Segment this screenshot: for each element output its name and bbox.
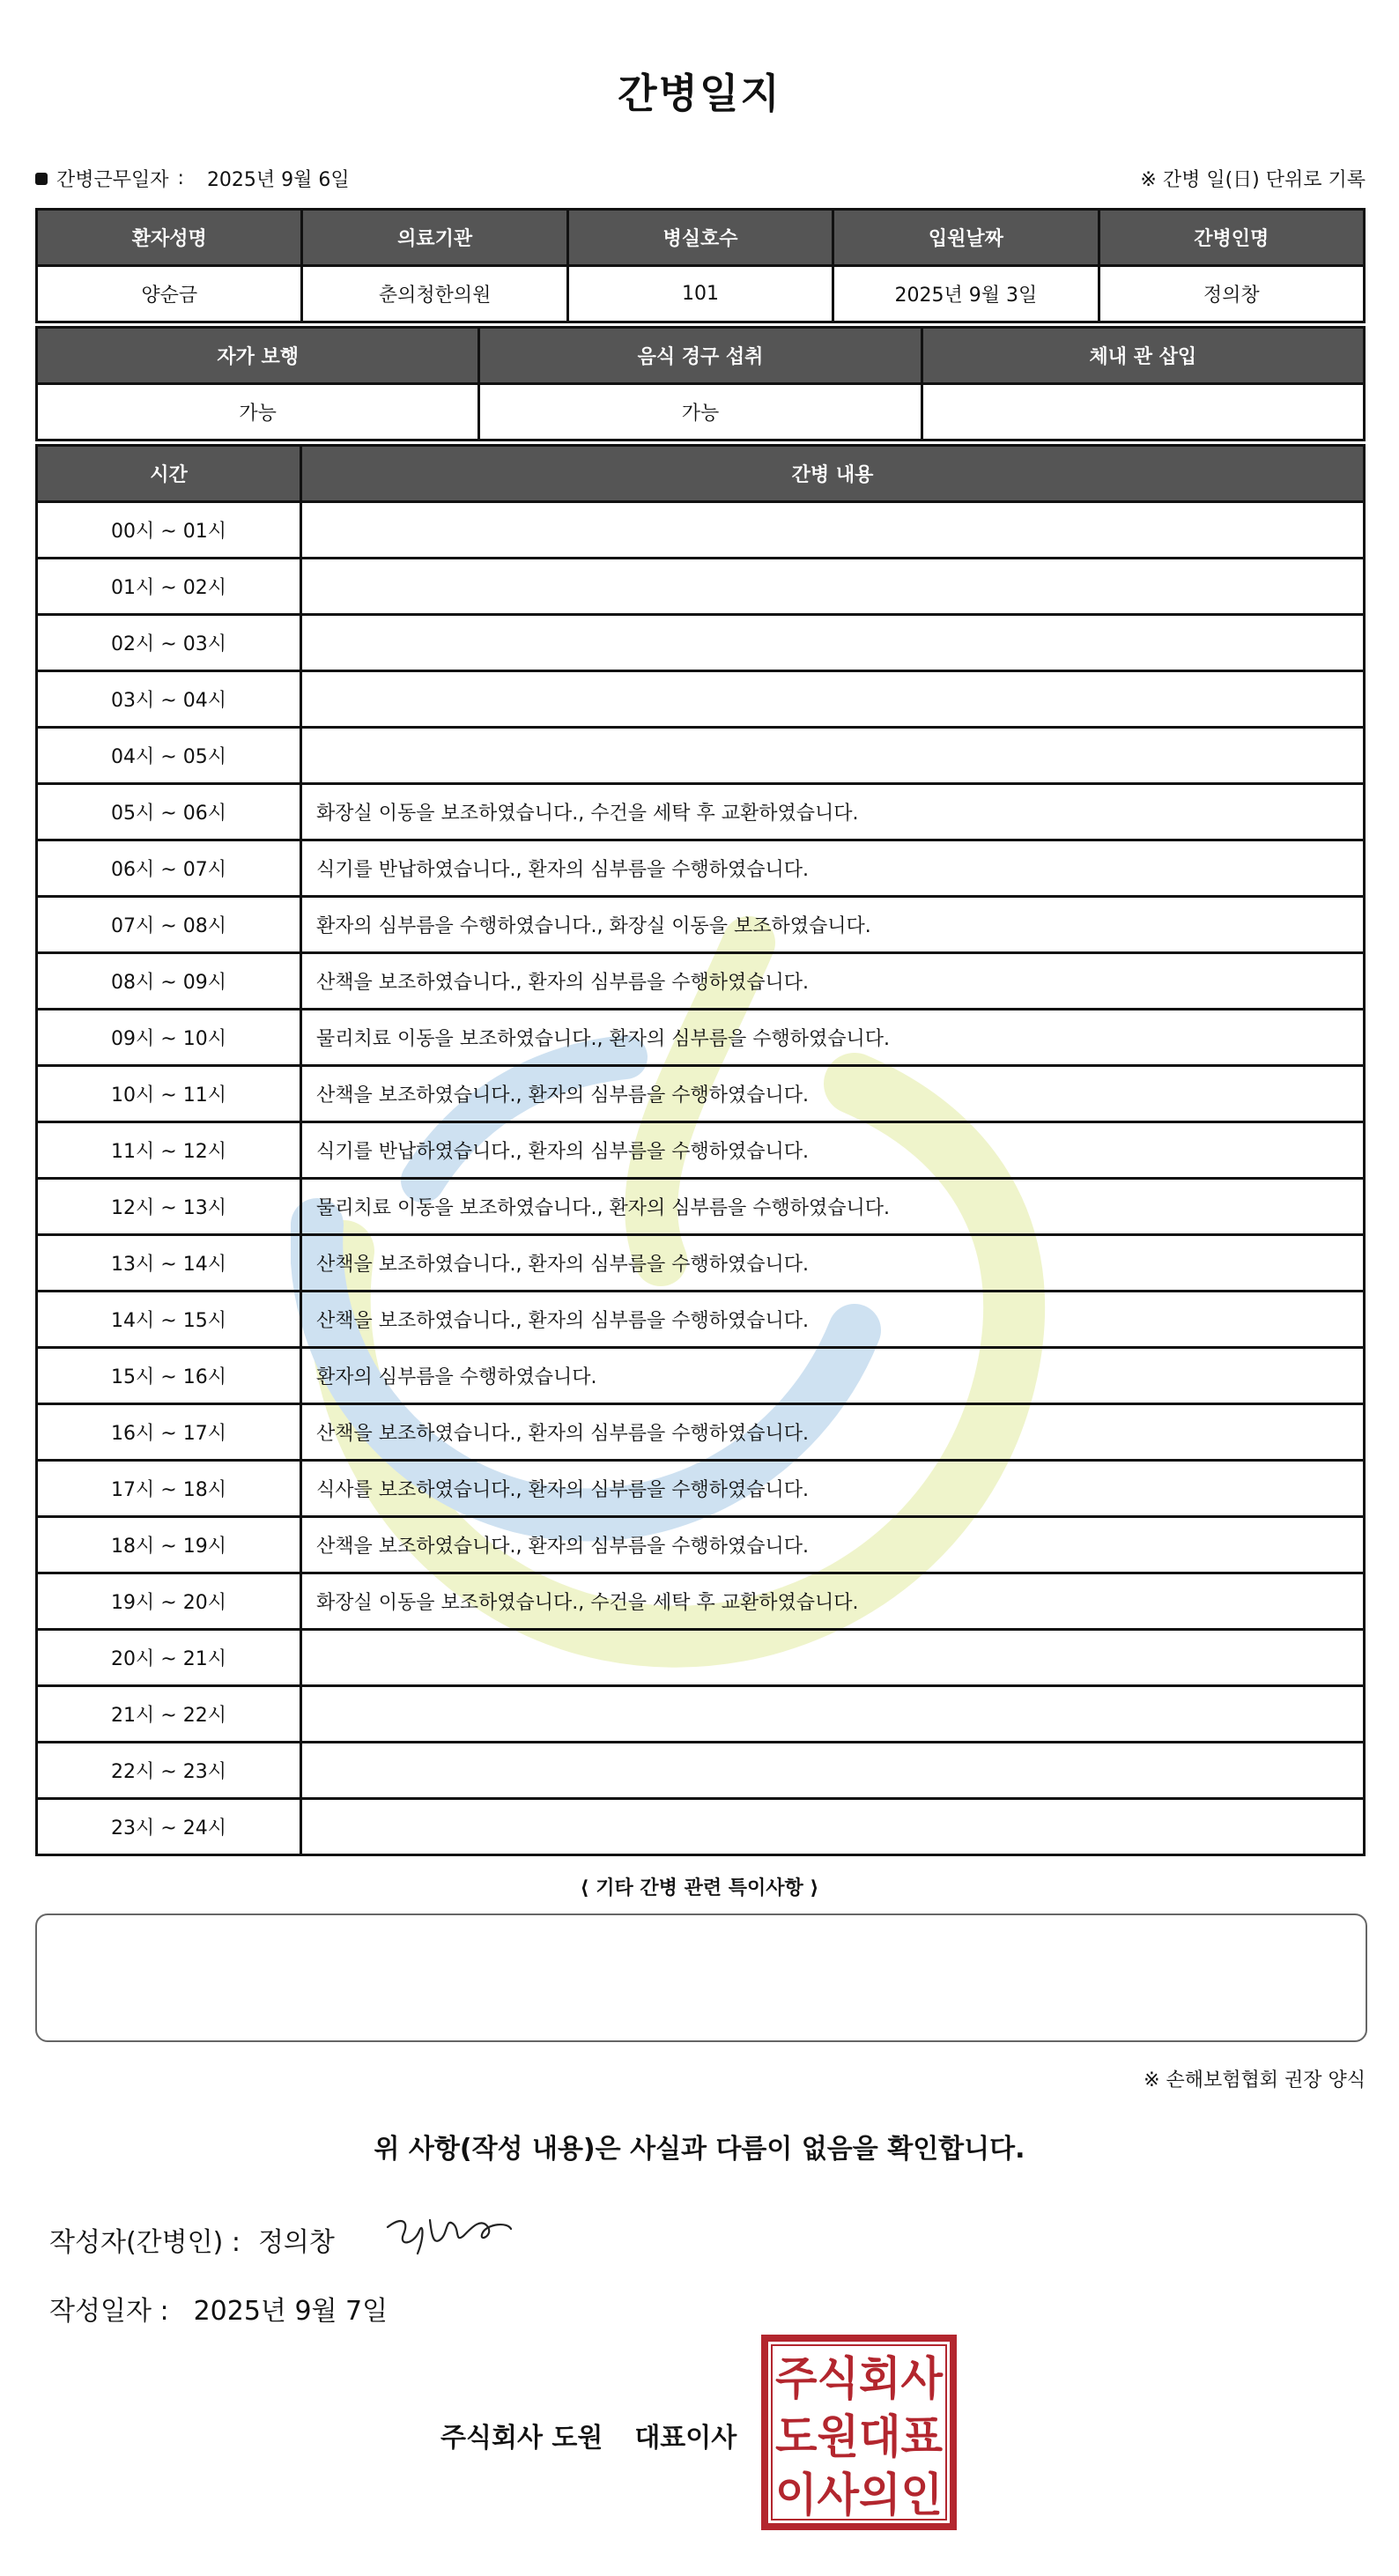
square-bullet-icon <box>35 173 48 185</box>
care-log-time: 01시 ~ 02시 <box>37 559 301 615</box>
work-date-separator: : <box>177 167 184 189</box>
care-log-time: 16시 ~ 17시 <box>37 1404 301 1461</box>
care-log-table <box>35 444 1366 1856</box>
oral-intake-value: 가능 <box>479 384 922 440</box>
care-log-content: 물리치료 이동을 보조하였습니다., 환자의 심부름을 수행하였습니다. <box>301 1179 1365 1235</box>
care-log-time: 17시 ~ 18시 <box>37 1461 301 1517</box>
header-room-number: 병실호수 <box>567 210 833 266</box>
writer-row <box>49 2220 335 2259</box>
care-log-time: 13시 ~ 14시 <box>37 1235 301 1292</box>
patient-name: 양순금 <box>37 266 302 322</box>
header-patient-name: 환자성명 <box>37 210 302 266</box>
care-log-row <box>37 784 1365 840</box>
seal-text-line: 도원대표 <box>775 2411 943 2464</box>
care-log-content: 화장실 이동을 보조하였습니다., 수건을 세탁 후 교환하였습니다. <box>301 784 1365 840</box>
care-log-row <box>37 897 1365 953</box>
care-log-time: 14시 ~ 15시 <box>37 1292 301 1348</box>
header-self-walking: 자가 보행 <box>37 328 479 384</box>
care-log-time: 03시 ~ 04시 <box>37 671 301 728</box>
company-name: 주식회사 도원 <box>440 2423 603 2454</box>
care-log-row <box>37 840 1365 897</box>
header-caregiver-name: 간병인명 <box>1099 210 1364 266</box>
care-log-content: 환자의 심부름을 수행하였습니다., 화장실 이동을 보조하였습니다. <box>301 897 1365 953</box>
care-log-time: 12시 ~ 13시 <box>37 1179 301 1235</box>
care-log-content: 물리치료 이동을 보조하였습니다., 환자의 심부름을 수행하였습니다. <box>301 1010 1365 1066</box>
patient-info-header-row <box>37 210 1365 266</box>
work-date-row <box>35 165 350 192</box>
care-log-content: 산책을 보조하였습니다., 환자의 심부름을 수행하였습니다. <box>301 1404 1365 1461</box>
care-log-content: 식기를 반납하였습니다., 환자의 심부름을 수행하였습니다. <box>301 1122 1365 1179</box>
care-log-row <box>37 1010 1365 1066</box>
care-log-row <box>37 1292 1365 1348</box>
care-log-row <box>37 1517 1365 1573</box>
care-log-time: 15시 ~ 16시 <box>37 1348 301 1404</box>
patient-info-table <box>35 208 1366 323</box>
care-log-time: 07시 ~ 08시 <box>37 897 301 953</box>
company-row <box>440 2416 737 2454</box>
care-log-row <box>37 615 1365 671</box>
care-log-row <box>37 1686 1365 1743</box>
care-log-content <box>301 671 1365 728</box>
caregiver-name: 정의창 <box>1099 266 1364 322</box>
header-care-content: 간병 내용 <box>301 446 1365 502</box>
work-date-label: 간병근무일자 <box>56 169 169 191</box>
work-date-value: 2025년 9월 6일 <box>206 169 350 191</box>
care-log-time: 23시 ~ 24시 <box>37 1799 301 1855</box>
care-log-content <box>301 502 1365 559</box>
ceo-title: 대표이사 <box>634 2423 737 2454</box>
care-log-content: 산책을 보조하였습니다., 환자의 심부름을 수행하였습니다. <box>301 1292 1365 1348</box>
page-title: 간병일지 <box>618 70 781 117</box>
care-log-row <box>37 559 1365 615</box>
handwritten-signature <box>379 2201 520 2262</box>
care-log-time: 02시 ~ 03시 <box>37 615 301 671</box>
care-log-time: 21시 ~ 22시 <box>37 1686 301 1743</box>
care-log-time: 20시 ~ 21시 <box>37 1630 301 1686</box>
care-log-content <box>301 615 1365 671</box>
write-date-row <box>49 2289 388 2328</box>
care-log-content: 식기를 반납하였습니다., 환자의 심부름을 수행하였습니다. <box>301 840 1365 897</box>
header-hospital: 의료기관 <box>302 210 567 266</box>
care-log-content: 산책을 보조하였습니다., 환자의 심부름을 수행하였습니다. <box>301 1517 1365 1573</box>
special-notes-box <box>35 1913 1367 2042</box>
care-log-row <box>37 502 1365 559</box>
write-date-label: 작성일자 : <box>49 2296 169 2327</box>
care-log-time: 22시 ~ 23시 <box>37 1743 301 1799</box>
care-log-header-row <box>37 446 1365 502</box>
care-log-row <box>37 1122 1365 1179</box>
care-log-row <box>37 671 1365 728</box>
care-log-time: 06시 ~ 07시 <box>37 840 301 897</box>
tube-insertion-value <box>922 384 1364 440</box>
care-log-row <box>37 1799 1365 1855</box>
writer-name: 정의창 <box>257 2227 335 2258</box>
care-log-content: 환자의 심부름을 수행하였습니다. <box>301 1348 1365 1404</box>
notes-title: ⟨ 기타 간병 관련 특이사항 ⟩ <box>580 1877 819 1899</box>
care-log-time: 00시 ~ 01시 <box>37 502 301 559</box>
room-number: 101 <box>567 266 833 322</box>
care-log-row <box>37 1573 1365 1630</box>
care-log-time: 04시 ~ 05시 <box>37 728 301 784</box>
company-seal-stamp <box>759 2333 959 2532</box>
care-log-time: 05시 ~ 06시 <box>37 784 301 840</box>
care-log-row <box>37 728 1365 784</box>
unit-note: ※ 간병 일(日) 단위로 기록 <box>1140 169 1366 191</box>
writer-label: 작성자(간병인) : <box>49 2227 241 2258</box>
care-log-time: 10시 ~ 11시 <box>37 1066 301 1122</box>
care-log-row <box>37 1179 1365 1235</box>
care-log-content <box>301 559 1365 615</box>
header-time: 시간 <box>37 446 301 502</box>
header-tube-insertion: 체내 관 삽입 <box>922 328 1364 384</box>
care-log-row <box>37 1348 1365 1404</box>
header-admission-date: 입원날짜 <box>833 210 1099 266</box>
recommend-note: ※ 손해보험협회 권장 양식 <box>1144 2069 1366 2091</box>
care-log-time: 19시 ~ 20시 <box>37 1573 301 1630</box>
care-log-time: 18시 ~ 19시 <box>37 1517 301 1573</box>
confirmation-statement: 위 사항(작성 내용)은 사실과 다름이 없음을 확인합니다. <box>374 2134 1025 2165</box>
seal-text-line: 이사의인 <box>775 2469 943 2522</box>
care-log-time: 11시 ~ 12시 <box>37 1122 301 1179</box>
care-log-row <box>37 1630 1365 1686</box>
care-log-content <box>301 1630 1365 1686</box>
care-log-row <box>37 1235 1365 1292</box>
care-log-row <box>37 1404 1365 1461</box>
care-log-content: 화장실 이동을 보조하였습니다., 수건을 세탁 후 교환하였습니다. <box>301 1573 1365 1630</box>
hospital-name: 춘의청한의원 <box>302 266 567 322</box>
care-log-row <box>37 1743 1365 1799</box>
care-log-time: 09시 ~ 10시 <box>37 1010 301 1066</box>
admission-date: 2025년 9월 3일 <box>833 266 1099 322</box>
care-log-content <box>301 1743 1365 1799</box>
care-log-content <box>301 728 1365 784</box>
care-log-row <box>37 953 1365 1010</box>
care-log-time: 08시 ~ 09시 <box>37 953 301 1010</box>
patient-status-table <box>35 326 1366 441</box>
care-log-row <box>37 1066 1365 1122</box>
care-log-content <box>301 1799 1365 1855</box>
care-log-content: 식사를 보조하였습니다., 환자의 심부름을 수행하였습니다. <box>301 1461 1365 1517</box>
status-header-row <box>37 328 1365 384</box>
write-date-value: 2025년 9월 7일 <box>193 2296 389 2327</box>
status-value-row <box>37 384 1365 440</box>
self-walking-value: 가능 <box>37 384 479 440</box>
care-log-content <box>301 1686 1365 1743</box>
header-oral-intake: 음식 경구 섭취 <box>479 328 922 384</box>
care-log-content: 산책을 보조하였습니다., 환자의 심부름을 수행하였습니다. <box>301 1235 1365 1292</box>
patient-info-value-row <box>37 266 1365 322</box>
seal-text-line: 주식회사 <box>775 2353 944 2406</box>
care-log-content: 산책을 보조하였습니다., 환자의 심부름을 수행하였습니다. <box>301 953 1365 1010</box>
care-log-content: 산책을 보조하였습니다., 환자의 심부름을 수행하였습니다. <box>301 1066 1365 1122</box>
care-log-row <box>37 1461 1365 1517</box>
